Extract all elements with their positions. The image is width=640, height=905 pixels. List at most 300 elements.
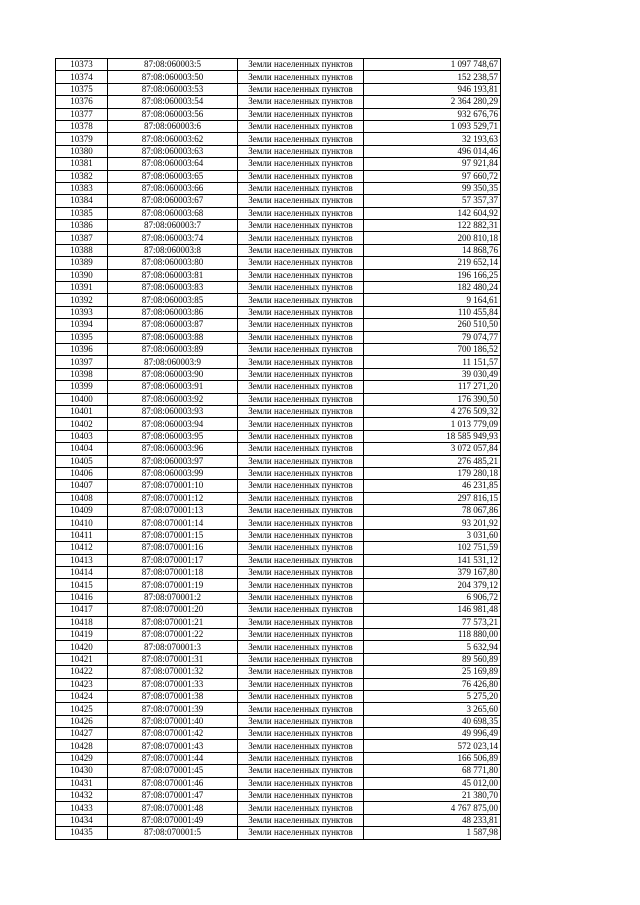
cadastral-number-cell: 87:08:060003:68: [108, 207, 238, 219]
table-row: [56, 232, 501, 244]
cadastral-value-cell: 5 275,20: [364, 690, 501, 702]
row-number-cell: 10399: [56, 381, 108, 393]
row-number-cell: 10398: [56, 368, 108, 380]
table-row: [56, 71, 501, 83]
row-number-cell: 10410: [56, 517, 108, 529]
cadastral-value-cell: 1 097 748,67: [364, 59, 501, 71]
table-row: [56, 752, 501, 764]
cadastral-number-cell: 87:08:070001:43: [108, 740, 238, 752]
row-number-cell: 10424: [56, 690, 108, 702]
row-number-cell: 10392: [56, 294, 108, 306]
land-category-cell: Земли населенных пунктов: [238, 282, 364, 294]
cadastral-value-cell: 110 455,84: [364, 306, 501, 318]
table-row: [56, 529, 501, 541]
cadastral-value-cell: 260 510,50: [364, 319, 501, 331]
land-category-cell: Земли населенных пунктов: [238, 827, 364, 839]
row-number-cell: 10411: [56, 529, 108, 541]
row-number-cell: 10415: [56, 579, 108, 591]
cadastral-number-cell: 87:08:070001:44: [108, 752, 238, 764]
table-row: [56, 505, 501, 517]
land-category-cell: Земли населенных пунктов: [238, 616, 364, 628]
land-category-cell: Земли населенных пунктов: [238, 814, 364, 826]
cadastral-number-cell: 87:08:060003:97: [108, 455, 238, 467]
table-row: [56, 765, 501, 777]
cadastral-value-cell: 276 485,21: [364, 455, 501, 467]
cadastral-number-cell: 87:08:070001:12: [108, 492, 238, 504]
land-category-cell: Земли населенных пунктов: [238, 381, 364, 393]
land-category-cell: Земли населенных пунктов: [238, 405, 364, 417]
table-row: [56, 443, 501, 455]
cadastral-value-cell: 932 676,76: [364, 108, 501, 120]
row-number-cell: 10386: [56, 220, 108, 232]
land-category-cell: Земли населенных пунктов: [238, 542, 364, 554]
land-category-cell: Земли населенных пунктов: [238, 517, 364, 529]
cadastral-number-cell: 87:08:070001:21: [108, 616, 238, 628]
land-category-cell: Земли населенных пунктов: [238, 294, 364, 306]
cadastral-value-cell: 200 810,18: [364, 232, 501, 244]
table-row: [56, 690, 501, 702]
row-number-cell: 10375: [56, 83, 108, 95]
table-row: [56, 827, 501, 839]
row-number-cell: 10373: [56, 59, 108, 71]
row-number-cell: 10374: [56, 71, 108, 83]
land-category-cell: Земли населенных пунктов: [238, 83, 364, 95]
land-category-cell: Земли населенных пунктов: [238, 393, 364, 405]
cadastral-value-cell: 166 506,89: [364, 752, 501, 764]
table-row: [56, 628, 501, 640]
cadastral-number-cell: 87:08:060003:6: [108, 120, 238, 132]
table-row: [56, 591, 501, 603]
table-row: [56, 393, 501, 405]
row-number-cell: 10397: [56, 356, 108, 368]
cadastral-value-cell: 39 030,49: [364, 368, 501, 380]
cadastral-value-cell: 4 276 509,32: [364, 405, 501, 417]
cadastral-number-cell: 87:08:070001:2: [108, 591, 238, 603]
land-category-cell: Земли населенных пунктов: [238, 430, 364, 442]
row-number-cell: 10428: [56, 740, 108, 752]
cadastral-value-cell: 4 767 875,00: [364, 802, 501, 814]
cadastral-number-cell: 87:08:060003:93: [108, 405, 238, 417]
land-category-cell: Земли населенных пунктов: [238, 505, 364, 517]
land-category-cell: Земли населенных пунктов: [238, 653, 364, 665]
cadastral-number-cell: 87:08:070001:38: [108, 690, 238, 702]
row-number-cell: 10403: [56, 430, 108, 442]
land-category-cell: Земли населенных пунктов: [238, 96, 364, 108]
land-category-cell: Земли населенных пунктов: [238, 232, 364, 244]
cadastral-value-cell: 204 379,12: [364, 579, 501, 591]
table-row: [56, 430, 501, 442]
land-category-cell: Земли населенных пунктов: [238, 715, 364, 727]
land-category-cell: Земли населенных пунктов: [238, 71, 364, 83]
cadastral-number-cell: 87:08:070001:45: [108, 765, 238, 777]
row-number-cell: 10433: [56, 802, 108, 814]
land-category-cell: Земли населенных пунктов: [238, 728, 364, 740]
cadastral-value-cell: 1 013 779,09: [364, 418, 501, 430]
cadastral-number-cell: 87:08:070001:14: [108, 517, 238, 529]
cadastral-number-cell: 87:08:060003:63: [108, 145, 238, 157]
row-number-cell: 10427: [56, 728, 108, 740]
cadastral-value-cell: 572 023,14: [364, 740, 501, 752]
row-number-cell: 10408: [56, 492, 108, 504]
row-number-cell: 10388: [56, 244, 108, 256]
cadastral-number-cell: 87:08:060003:87: [108, 319, 238, 331]
table-row: [56, 343, 501, 355]
cadastral-number-cell: 87:08:060003:88: [108, 331, 238, 343]
table-row: [56, 666, 501, 678]
cadastral-value-cell: 379 167,80: [364, 567, 501, 579]
row-number-cell: 10377: [56, 108, 108, 120]
cadastral-value-cell: 57 357,37: [364, 195, 501, 207]
table-row: [56, 331, 501, 343]
row-number-cell: 10417: [56, 604, 108, 616]
table-row: [56, 641, 501, 653]
row-number-cell: 10393: [56, 306, 108, 318]
cadastral-value-cell: 97 660,72: [364, 170, 501, 182]
table-row: [56, 356, 501, 368]
cadastral-value-cell: 46 231,85: [364, 480, 501, 492]
land-category-cell: Земли населенных пунктов: [238, 182, 364, 194]
land-category-cell: Земли населенных пунктов: [238, 529, 364, 541]
row-number-cell: 10434: [56, 814, 108, 826]
cadastral-number-cell: 87:08:060003:96: [108, 443, 238, 455]
table-row: [56, 319, 501, 331]
row-number-cell: 10416: [56, 591, 108, 603]
row-number-cell: 10376: [56, 96, 108, 108]
cadastral-number-cell: 87:08:060003:9: [108, 356, 238, 368]
cadastral-value-cell: 219 652,14: [364, 257, 501, 269]
cadastral-number-cell: 87:08:070001:3: [108, 641, 238, 653]
table-row: [56, 740, 501, 752]
row-number-cell: 10389: [56, 257, 108, 269]
land-category-cell: Земли населенных пунктов: [238, 170, 364, 182]
cadastral-value-cell: 45 012,00: [364, 777, 501, 789]
land-category-cell: Земли населенных пунктов: [238, 492, 364, 504]
table-row: [56, 777, 501, 789]
cadastral-number-cell: 87:08:060003:90: [108, 368, 238, 380]
table-row: [56, 120, 501, 132]
land-category-cell: Земли населенных пунктов: [238, 356, 364, 368]
land-category-cell: Земли населенных пунктов: [238, 306, 364, 318]
table-row: [56, 653, 501, 665]
cadastral-number-cell: 87:08:060003:65: [108, 170, 238, 182]
cadastral-value-cell: 3 072 057,84: [364, 443, 501, 455]
land-category-cell: Земли населенных пунктов: [238, 802, 364, 814]
cadastral-value-cell: 93 201,92: [364, 517, 501, 529]
cadastral-number-cell: 87:08:070001:40: [108, 715, 238, 727]
cadastral-number-cell: 87:08:070001:33: [108, 678, 238, 690]
row-number-cell: 10429: [56, 752, 108, 764]
row-number-cell: 10382: [56, 170, 108, 182]
table-row: [56, 145, 501, 157]
row-number-cell: 10390: [56, 269, 108, 281]
cadastral-value-cell: 176 390,50: [364, 393, 501, 405]
row-number-cell: 10419: [56, 628, 108, 640]
table-row: [56, 306, 501, 318]
table-row: [56, 542, 501, 554]
table-row: [56, 790, 501, 802]
cadastral-number-cell: 87:08:060003:94: [108, 418, 238, 430]
cadastral-value-cell: 5 632,94: [364, 641, 501, 653]
cadastral-value-cell: 102 751,59: [364, 542, 501, 554]
cadastral-number-cell: 87:08:060003:53: [108, 83, 238, 95]
cadastral-value-cell: 14 868,76: [364, 244, 501, 256]
cadastral-value-cell: 297 816,15: [364, 492, 501, 504]
land-category-cell: Земли населенных пунктов: [238, 158, 364, 170]
cadastral-number-cell: 87:08:070001:13: [108, 505, 238, 517]
row-number-cell: 10431: [56, 777, 108, 789]
row-number-cell: 10420: [56, 641, 108, 653]
cadastral-number-cell: 87:08:060003:81: [108, 269, 238, 281]
table-row: [56, 492, 501, 504]
cadastral-number-cell: 87:08:060003:99: [108, 467, 238, 479]
cadastral-number-cell: 87:08:070001:20: [108, 604, 238, 616]
table-row: [56, 678, 501, 690]
land-category-cell: Земли населенных пунктов: [238, 195, 364, 207]
table-row: [56, 59, 501, 71]
table-row: [56, 158, 501, 170]
table-row: [56, 517, 501, 529]
cadastral-number-cell: 87:08:070001:39: [108, 703, 238, 715]
cadastral-number-cell: 87:08:060003:62: [108, 133, 238, 145]
cadastral-value-cell: 142 604,92: [364, 207, 501, 219]
land-category-cell: Земли населенных пунктов: [238, 790, 364, 802]
cadastral-number-cell: 87:08:060003:8: [108, 244, 238, 256]
cadastral-number-cell: 87:08:060003:54: [108, 96, 238, 108]
cadastral-value-cell: 40 698,35: [364, 715, 501, 727]
land-category-cell: Земли населенных пунктов: [238, 257, 364, 269]
cadastral-value-cell: 77 573,21: [364, 616, 501, 628]
table-row: [56, 467, 501, 479]
cadastral-value-cell: 1 093 529,71: [364, 120, 501, 132]
land-category-cell: Земли населенных пунктов: [238, 752, 364, 764]
table-row: [56, 715, 501, 727]
cadastral-number-cell: 87:08:070001:49: [108, 814, 238, 826]
table-row: [56, 455, 501, 467]
cadastral-number-cell: 87:08:070001:15: [108, 529, 238, 541]
table-row: [56, 567, 501, 579]
cadastral-number-cell: 87:08:070001:5: [108, 827, 238, 839]
land-category-cell: Земли населенных пунктов: [238, 567, 364, 579]
cadastral-number-cell: 87:08:060003:74: [108, 232, 238, 244]
land-category-cell: Земли населенных пунктов: [238, 554, 364, 566]
table-row: [56, 108, 501, 120]
cadastral-value-cell: 68 771,80: [364, 765, 501, 777]
cadastral-value-cell: 2 364 280,29: [364, 96, 501, 108]
cadastral-number-cell: 87:08:070001:19: [108, 579, 238, 591]
cadastral-value-cell: 6 906,72: [364, 591, 501, 603]
table-row: [56, 814, 501, 826]
row-number-cell: 10380: [56, 145, 108, 157]
table-row: [56, 616, 501, 628]
cadastral-number-cell: 87:08:060003:64: [108, 158, 238, 170]
cadastral-number-cell: 87:08:060003:95: [108, 430, 238, 442]
table-row: [56, 294, 501, 306]
row-number-cell: 10396: [56, 343, 108, 355]
land-category-cell: Земли населенных пунктов: [238, 455, 364, 467]
land-category-cell: Земли населенных пунктов: [238, 269, 364, 281]
row-number-cell: 10384: [56, 195, 108, 207]
cadastral-number-cell: 87:08:060003:80: [108, 257, 238, 269]
cadastral-value-cell: 18 585 949,93: [364, 430, 501, 442]
row-number-cell: 10385: [56, 207, 108, 219]
table-row: [56, 170, 501, 182]
table-row: [56, 282, 501, 294]
row-number-cell: 10378: [56, 120, 108, 132]
table-row: [56, 96, 501, 108]
table-row: [56, 195, 501, 207]
row-number-cell: 10402: [56, 418, 108, 430]
cadastral-number-cell: 87:08:070001:22: [108, 628, 238, 640]
land-category-cell: Земли населенных пунктов: [238, 145, 364, 157]
cadastral-number-cell: 87:08:060003:83: [108, 282, 238, 294]
row-number-cell: 10418: [56, 616, 108, 628]
cadastral-number-cell: 87:08:070001:42: [108, 728, 238, 740]
land-category-cell: Земли населенных пунктов: [238, 343, 364, 355]
cadastral-number-cell: 87:08:070001:47: [108, 790, 238, 802]
land-category-cell: Земли населенных пунктов: [238, 777, 364, 789]
cadastral-number-cell: 87:08:060003:7: [108, 220, 238, 232]
cadastral-value-cell: 496 014,46: [364, 145, 501, 157]
cadastral-value-cell: 48 233,81: [364, 814, 501, 826]
cadastral-value-cell: 152 238,57: [364, 71, 501, 83]
cadastral-number-cell: 87:08:060003:5: [108, 59, 238, 71]
table-row: [56, 381, 501, 393]
land-category-cell: Земли населенных пунктов: [238, 467, 364, 479]
table-row: [56, 728, 501, 740]
cadastral-number-cell: 87:08:070001:48: [108, 802, 238, 814]
cadastral-number-cell: 87:08:060003:50: [108, 71, 238, 83]
cadastral-value-cell: 9 164,61: [364, 294, 501, 306]
row-number-cell: 10381: [56, 158, 108, 170]
table-row: [56, 579, 501, 591]
row-number-cell: 10412: [56, 542, 108, 554]
table-row: [56, 554, 501, 566]
cadastral-value-cell: 78 067,86: [364, 505, 501, 517]
land-category-cell: Земли населенных пунктов: [238, 666, 364, 678]
cadastral-value-cell: 182 480,24: [364, 282, 501, 294]
table-row: [56, 207, 501, 219]
row-number-cell: 10422: [56, 666, 108, 678]
table-row: [56, 703, 501, 715]
cadastral-number-cell: 87:08:070001:10: [108, 480, 238, 492]
row-number-cell: 10395: [56, 331, 108, 343]
row-number-cell: 10435: [56, 827, 108, 839]
table-row: [56, 802, 501, 814]
cadastral-value-cell: 118 880,00: [364, 628, 501, 640]
land-category-cell: Земли населенных пунктов: [238, 628, 364, 640]
cadastral-number-cell: 87:08:070001:32: [108, 666, 238, 678]
land-category-cell: Земли населенных пунктов: [238, 591, 364, 603]
cadastral-value-cell: 141 531,12: [364, 554, 501, 566]
cadastral-value-cell: 196 166,25: [364, 269, 501, 281]
land-category-cell: Земли населенных пунктов: [238, 207, 364, 219]
cadastral-number-cell: 87:08:070001:17: [108, 554, 238, 566]
row-number-cell: 10407: [56, 480, 108, 492]
cadastral-number-cell: 87:08:070001:18: [108, 567, 238, 579]
cadastral-number-cell: 87:08:060003:89: [108, 343, 238, 355]
land-category-cell: Земли населенных пунктов: [238, 418, 364, 430]
row-number-cell: 10394: [56, 319, 108, 331]
row-number-cell: 10425: [56, 703, 108, 715]
cadastral-number-cell: 87:08:060003:67: [108, 195, 238, 207]
land-category-cell: Земли населенных пунктов: [238, 480, 364, 492]
cadastral-number-cell: 87:08:060003:56: [108, 108, 238, 120]
land-category-cell: Земли населенных пунктов: [238, 703, 364, 715]
row-number-cell: 10379: [56, 133, 108, 145]
cadastral-value-cell: 122 882,31: [364, 220, 501, 232]
row-number-cell: 10421: [56, 653, 108, 665]
land-category-cell: Земли населенных пунктов: [238, 244, 364, 256]
land-category-cell: Земли населенных пунктов: [238, 331, 364, 343]
cadastral-number-cell: 87:08:070001:16: [108, 542, 238, 554]
land-category-cell: Земли населенных пунктов: [238, 368, 364, 380]
cadastral-number-cell: 87:08:060003:85: [108, 294, 238, 306]
cadastral-value-table: [55, 58, 501, 840]
row-number-cell: 10404: [56, 443, 108, 455]
land-category-cell: Земли населенных пунктов: [238, 443, 364, 455]
land-category-cell: Земли населенных пунктов: [238, 120, 364, 132]
table-row: [56, 405, 501, 417]
table-row: [56, 220, 501, 232]
table-row: [56, 257, 501, 269]
land-category-cell: Земли населенных пунктов: [238, 604, 364, 616]
row-number-cell: 10430: [56, 765, 108, 777]
row-number-cell: 10413: [56, 554, 108, 566]
land-category-cell: Земли населенных пунктов: [238, 641, 364, 653]
cadastral-value-cell: 32 193,63: [364, 133, 501, 145]
land-category-cell: Земли населенных пунктов: [238, 59, 364, 71]
land-category-cell: Земли населенных пунктов: [238, 690, 364, 702]
cadastral-value-cell: 117 271,20: [364, 381, 501, 393]
row-number-cell: 10432: [56, 790, 108, 802]
cadastral-value-cell: 11 151,57: [364, 356, 501, 368]
row-number-cell: 10400: [56, 393, 108, 405]
row-number-cell: 10409: [56, 505, 108, 517]
table-row: [56, 418, 501, 430]
cadastral-value-cell: 700 186,52: [364, 343, 501, 355]
cadastral-number-cell: 87:08:070001:31: [108, 653, 238, 665]
cadastral-value-cell: 99 350,35: [364, 182, 501, 194]
table-row: [56, 133, 501, 145]
table-row: [56, 604, 501, 616]
row-number-cell: 10426: [56, 715, 108, 727]
cadastral-value-cell: 97 921,84: [364, 158, 501, 170]
cadastral-value-cell: 79 074,77: [364, 331, 501, 343]
table-row: [56, 244, 501, 256]
land-category-cell: Земли населенных пунктов: [238, 765, 364, 777]
row-number-cell: 10391: [56, 282, 108, 294]
land-category-cell: Земли населенных пунктов: [238, 579, 364, 591]
cadastral-value-cell: 25 169,89: [364, 666, 501, 678]
table-row: [56, 480, 501, 492]
table-row: [56, 182, 501, 194]
row-number-cell: 10406: [56, 467, 108, 479]
cadastral-value-cell: 89 560,89: [364, 653, 501, 665]
cadastral-number-cell: 87:08:060003:86: [108, 306, 238, 318]
land-category-cell: Земли населенных пунктов: [238, 678, 364, 690]
land-category-cell: Земли населенных пунктов: [238, 740, 364, 752]
row-number-cell: 10387: [56, 232, 108, 244]
row-number-cell: 10383: [56, 182, 108, 194]
cadastral-number-cell: 87:08:060003:92: [108, 393, 238, 405]
cadastral-value-cell: 946 193,81: [364, 83, 501, 95]
cadastral-value-cell: 1 587,98: [364, 827, 501, 839]
land-category-cell: Земли населенных пунктов: [238, 319, 364, 331]
cadastral-value-cell: 21 380,70: [364, 790, 501, 802]
cadastral-value-cell: 76 426,80: [364, 678, 501, 690]
land-category-cell: Земли населенных пунктов: [238, 220, 364, 232]
cadastral-number-cell: 87:08:070001:46: [108, 777, 238, 789]
